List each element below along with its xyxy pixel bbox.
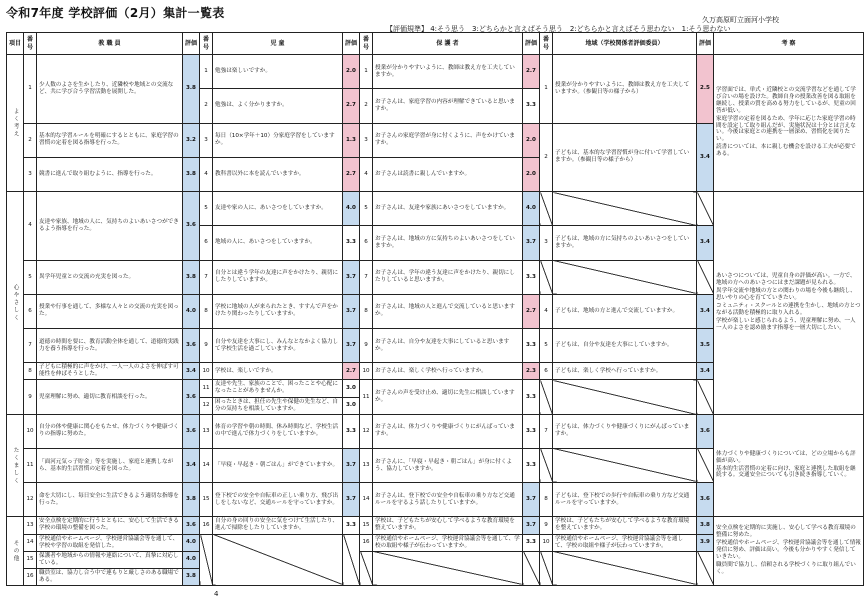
student-item-number: 9 bbox=[200, 329, 213, 363]
staff-item-score: 4.0 bbox=[183, 534, 200, 551]
guardian-item-text: 授業が分かりやすいように、教師は教え方を工夫していますか。 bbox=[373, 55, 523, 89]
guardian-item-text: お子さんは、家庭学習の内容が理解できていると思いますか。 bbox=[373, 89, 523, 123]
community-blank-score bbox=[697, 260, 714, 294]
student-item-score: 3.3 bbox=[343, 517, 360, 534]
student-item-score: 1.3 bbox=[343, 123, 360, 157]
community-blank-number bbox=[540, 192, 553, 226]
community-item-text: 子どもは、地域の方に気持ちのよいあいさつをしていますか。 bbox=[553, 226, 697, 260]
student-item-text: 「早寝・早起き・朝ごはん」ができていますか。 bbox=[213, 448, 343, 482]
student-item-score: 2.7 bbox=[343, 363, 360, 380]
community-item-score: 3.5 bbox=[697, 329, 714, 363]
community-blank-text bbox=[553, 260, 697, 294]
staff-item-score: 4.0 bbox=[183, 294, 200, 328]
student-item-text: 困ったときは、担任の先生や保健の先生など、自分の気持ちを相談していますか。 bbox=[213, 397, 343, 414]
student-item-number: 14 bbox=[200, 448, 213, 482]
table-row bbox=[7, 517, 864, 534]
student-item-score: 3.0 bbox=[343, 380, 360, 397]
col-remarks: 考 察 bbox=[714, 33, 864, 55]
staff-item-number: 11 bbox=[24, 448, 37, 482]
staff-item-score: 3.8 bbox=[183, 157, 200, 191]
remarks-paragraph: 読書については、本に親しむ機会を設ける工夫が必要である。 bbox=[716, 144, 856, 158]
community-item-text: 子どもは、体力づくりや健康づくりにがんばっていますか。 bbox=[553, 414, 697, 448]
student-item-score: 3.7 bbox=[343, 294, 360, 328]
staff-item-text: 安全点検を定期的に行うとともに、安心して生活できる学校の環境の整備を図った。 bbox=[37, 517, 183, 534]
guardian-item-number: 7 bbox=[360, 260, 373, 294]
staff-item-score: 3.4 bbox=[183, 448, 200, 482]
community-blank-score bbox=[697, 448, 714, 482]
staff-item-text: 友達や家族、地域の人に、気持ちのよいあいさつができるよう指導を行った。 bbox=[37, 192, 183, 261]
guardian-item-number: 14 bbox=[360, 483, 373, 517]
community-blank-text bbox=[553, 551, 697, 585]
guardian-item-number: 13 bbox=[360, 448, 373, 482]
staff-item-text: 子どもに積極的に声をかけ、一人一人のよさを伸ばす可能性を伸ばそうとした。 bbox=[37, 363, 183, 380]
guardian-item-number: 8 bbox=[360, 294, 373, 328]
student-item-text: 友達や家の人に、あいさつをしていますか。 bbox=[213, 192, 343, 226]
staff-item-number: 9 bbox=[24, 380, 37, 414]
student-item-number: 15 bbox=[200, 483, 213, 517]
community-item-score: 3.9 bbox=[697, 534, 714, 551]
staff-item-text: 少人数のよさを生かしたり、近隣校や地域との交流など、共に学び合う学習活動を展開した。 bbox=[37, 55, 183, 124]
guardian-item-number: 4 bbox=[360, 157, 373, 191]
page-number: 4 bbox=[214, 590, 219, 598]
guardian-item-number: 16 bbox=[360, 534, 373, 551]
student-blank-number bbox=[200, 534, 213, 586]
guardian-item-score: 2.3 bbox=[523, 363, 540, 380]
category-label: たくましく bbox=[7, 414, 24, 517]
staff-item-text: 異学年児童との交流の充実を図った。 bbox=[37, 260, 183, 294]
guardian-item-text: お子さんは、自分や友達を大事にしていると思いますか。 bbox=[373, 329, 523, 363]
staff-item-number: 15 bbox=[24, 551, 37, 568]
community-item-number: 2 bbox=[540, 123, 553, 192]
staff-item-score: 3.6 bbox=[183, 517, 200, 534]
col-guardian: 保 護 者 bbox=[373, 33, 523, 55]
guardian-item-text: お子さんの家庭学習が身に付くように、声をかけていますか。 bbox=[373, 123, 523, 157]
community-blank-text bbox=[553, 192, 697, 226]
guardian-item-score: 3.7 bbox=[523, 226, 540, 260]
school-name: 久万高原町立面河小学校 bbox=[702, 16, 779, 24]
community-item-text: 子どもは、基本的な学習習慣が身に付いて学習していますか。（参観日等の様子から） bbox=[553, 123, 697, 192]
student-item-number: 11 bbox=[200, 380, 213, 397]
guardian-item-score: 2.7 bbox=[523, 55, 540, 89]
staff-item-number: 12 bbox=[24, 483, 37, 517]
student-item-text: 地域の人に、あいさつをしていますか。 bbox=[213, 226, 343, 260]
student-item-score: 2.7 bbox=[343, 89, 360, 123]
guardian-item-number: 2 bbox=[360, 89, 373, 123]
col-score-community: 評価 bbox=[697, 33, 714, 55]
student-item-score: 3.7 bbox=[343, 483, 360, 517]
community-blank-number bbox=[540, 260, 553, 294]
guardian-item-score: 3.3 bbox=[523, 534, 540, 551]
staff-item-text: 道徳の時間を要に、教育活動全体を通して、道徳的実践力を養う指導を行った。 bbox=[37, 329, 183, 363]
staff-item-score: 4.0 bbox=[183, 551, 200, 568]
student-blank-text bbox=[213, 534, 343, 586]
student-item-text: 友達や先生、家族のことで、困ったことや心配になったことがありませんか。 bbox=[213, 380, 343, 397]
staff-item-score: 3.6 bbox=[183, 414, 200, 448]
guardian-item-text: お子さんは、地域の方に気持ちのよいあいさつをしていますか。 bbox=[373, 226, 523, 260]
col-community: 地域（学校関係者評価委員） bbox=[553, 33, 697, 55]
table-row bbox=[7, 414, 864, 431]
guardian-item-number: 12 bbox=[360, 414, 373, 448]
col-no-community: 番号 bbox=[540, 33, 553, 55]
community-item-number: 7 bbox=[540, 414, 553, 448]
student-item-text: 自分の身の回りの安全に気をつけて生活したり、進んで掃除をしたりしていますか。 bbox=[213, 517, 343, 534]
student-item-number: 12 bbox=[200, 397, 213, 414]
staff-item-text: 学校通信やホームページ、学校運営協議会等を通して、学校や学習の取組を発信した。 bbox=[37, 534, 183, 551]
guardian-item-number: 15 bbox=[360, 517, 373, 534]
table-row bbox=[7, 55, 864, 72]
col-score-guardian: 評価 bbox=[523, 33, 540, 55]
community-item-number: 5 bbox=[540, 329, 553, 363]
guardian-item-text: お子さんは、友達や家族にあいさつをしていますか。 bbox=[373, 192, 523, 226]
guardian-item-score: 3.3 bbox=[523, 260, 540, 294]
student-item-number: 16 bbox=[200, 517, 213, 534]
student-item-text: 体育の学習や朝の時間、休み時間など、学校生活の中で進んで体力づくりをしていますか。 bbox=[213, 414, 343, 448]
category-label: よく考え bbox=[7, 55, 24, 192]
staff-item-number: 3 bbox=[24, 157, 37, 191]
staff-item-score: 3.2 bbox=[183, 123, 200, 157]
student-item-number: 13 bbox=[200, 414, 213, 448]
guardian-item-number: 1 bbox=[360, 55, 373, 89]
student-blank-score bbox=[343, 534, 360, 586]
staff-item-text: 授業や行事を通して、多様な人々との交流の充実を図った。 bbox=[37, 294, 183, 328]
guardian-item-number: 9 bbox=[360, 329, 373, 363]
evaluation-table bbox=[6, 32, 864, 586]
student-item-number: 10 bbox=[200, 363, 213, 380]
remarks-paragraph: 基本的生活習慣の定着に向け、家庭と連携した取組を継続する。交通安全についても引き続き指導していく。 bbox=[716, 465, 856, 479]
col-category: 項目 bbox=[7, 33, 24, 55]
staff-item-number: 2 bbox=[24, 123, 37, 157]
staff-item-text: 職員室は、協力し合う中で連もりと厳しさのある職場である。 bbox=[37, 568, 183, 585]
guardian-item-text: お子さんは、登下校での安全や自転車の乗り方など交通ルールを守るよう話したりしていますか。 bbox=[373, 483, 523, 517]
guardian-item-number: 6 bbox=[360, 226, 373, 260]
staff-item-number: 14 bbox=[24, 534, 37, 551]
staff-item-text: 児童理解に努め、適切に教育相談を行った。 bbox=[37, 380, 183, 414]
remarks-paragraph: 安全点検を定期的に実施し、安心して学べる教育環境の整備に努めた。 bbox=[716, 525, 856, 539]
guardian-item-score: 2.7 bbox=[523, 294, 540, 328]
col-no-staff: 番号 bbox=[24, 33, 37, 55]
student-item-score: 3.7 bbox=[343, 448, 360, 482]
community-blank-score bbox=[697, 380, 714, 414]
remarks-cell bbox=[714, 192, 864, 415]
staff-item-text: 「面河元気っ子貯金」等を実施し、家庭と連携しながら、基本的生活習慣の定着を図った。 bbox=[37, 448, 183, 482]
student-item-score: 3.7 bbox=[343, 260, 360, 294]
community-item-score: 3.4 bbox=[697, 363, 714, 380]
staff-item-score: 3.8 bbox=[183, 483, 200, 517]
staff-item-score: 3.6 bbox=[183, 329, 200, 363]
student-item-number: 4 bbox=[200, 157, 213, 191]
remarks-cell bbox=[714, 517, 864, 586]
remarks-paragraph: あいさつについては、児童自身の評価が高い。一方で、地域の方へのあいさつにはまだ課題が見られる。 bbox=[716, 272, 856, 286]
community-item-text: 子どもは、登下校での歩行や自転車の乗り方など交通ルールを守っていますか。 bbox=[553, 483, 697, 517]
student-item-score: 2.7 bbox=[343, 157, 360, 191]
guardian-item-score: 3.7 bbox=[523, 483, 540, 517]
community-item-text: 子どもは、楽しく学校へ行っていますか。 bbox=[553, 363, 697, 380]
community-item-number: 9 bbox=[540, 517, 553, 534]
remarks-cell bbox=[714, 414, 864, 517]
staff-item-score: 3.8 bbox=[183, 568, 200, 585]
remarks-paragraph: 学校が楽しいと感じられるよう、児童理解に努め、一人一人のよさを認め励ます指導を一層大切にしたい。 bbox=[716, 317, 856, 331]
staff-item-number: 13 bbox=[24, 517, 37, 534]
remarks-paragraph: 職員間で協力し、信頼される学校づくりに取り組んでいく。 bbox=[716, 562, 856, 576]
guardian-item-text: お子さんは、地域の人と進んで交流していると思いますか。 bbox=[373, 294, 523, 328]
community-item-score: 3.4 bbox=[697, 226, 714, 260]
student-item-text: 勉強は楽しいですか。 bbox=[213, 55, 343, 89]
student-item-number: 8 bbox=[200, 294, 213, 328]
guardian-item-text: お子さんの声を受け止め、適切に先生に相談していますか。 bbox=[373, 380, 523, 414]
guardian-item-text: お子さんに、「早寝・早起き・朝ごはん」が身に付くよう、協力していますか。 bbox=[373, 448, 523, 482]
community-item-number: 8 bbox=[540, 483, 553, 517]
staff-item-text: 保護者や地域からの情報や連絡について、真摯に対応している。 bbox=[37, 551, 183, 568]
col-no-student: 番号 bbox=[200, 33, 213, 55]
staff-item-number: 1 bbox=[24, 55, 37, 124]
staff-item-number: 8 bbox=[24, 363, 37, 380]
guardian-item-score: 3.3 bbox=[523, 448, 540, 482]
community-item-text: 子どもは、地域の方と進んで交流していますか。 bbox=[553, 294, 697, 328]
student-item-text: 勉強は、よく分かりますか。 bbox=[213, 89, 343, 123]
header-row bbox=[7, 33, 864, 55]
guardian-item-text: お子さんは、体力づくりや健康づくりにがんばっていますか。 bbox=[373, 414, 523, 448]
staff-item-number: 5 bbox=[24, 260, 37, 294]
student-item-score: 3.3 bbox=[343, 226, 360, 260]
student-item-number: 6 bbox=[200, 226, 213, 260]
guardian-item-text: 学校通信やホームページ、学校運営協議会等を通して、学校の取組や様子が伝わっていますか。 bbox=[373, 534, 523, 551]
guardian-item-text: 学校は、子どもたちが安心して学べるような教育環境を整えていますか。 bbox=[373, 517, 523, 534]
category-label: その他 bbox=[7, 517, 24, 586]
student-item-text: 自分とは違う学年の友達に声をかけたり、親切にしたりしていますか。 bbox=[213, 260, 343, 294]
guardian-item-score: 3.3 bbox=[523, 89, 540, 123]
guardian-item-score: 3.3 bbox=[523, 329, 540, 363]
guardian-blank-number bbox=[360, 551, 373, 585]
table-row bbox=[7, 192, 864, 209]
community-item-text: 学校通信やホームページ、学校運営協議会等を通して、学校の取組や様子が伝わっていますか。 bbox=[553, 534, 697, 551]
student-item-number: 7 bbox=[200, 260, 213, 294]
remarks-paragraph: 体力づくりや健康づくりについては、どの立場からも評価が高い。 bbox=[716, 450, 856, 464]
guardian-item-score: 2.0 bbox=[523, 123, 540, 157]
guardian-blank-score bbox=[523, 551, 540, 585]
staff-item-score: 3.6 bbox=[183, 192, 200, 261]
staff-item-text: 自分の体や健康に関心をもたせ、体力づくりや健康づくりの指導に努めた。 bbox=[37, 414, 183, 448]
community-item-score: 3.6 bbox=[697, 414, 714, 448]
remarks-paragraph: コミュニティ・スクールとの連携を生かし、地域の方とつながる活動を積極的に取り入れる。 bbox=[716, 302, 861, 316]
community-item-number: 1 bbox=[540, 55, 553, 124]
community-item-score: 2.5 bbox=[697, 55, 714, 124]
staff-item-number: 16 bbox=[24, 568, 37, 585]
student-item-score: 3.3 bbox=[343, 414, 360, 448]
student-item-score: 3.0 bbox=[343, 397, 360, 414]
col-score-staff: 評価 bbox=[183, 33, 200, 55]
community-item-score: 3.6 bbox=[697, 483, 714, 517]
staff-item-text: 基本的な学習ルールを明確にするとともに、家庭学習の習慣の定着を図る指導を行った。 bbox=[37, 123, 183, 157]
community-blank-score bbox=[697, 551, 714, 585]
guardian-item-text: お子さんは読書に親しんでいますか。 bbox=[373, 157, 523, 191]
remarks-paragraph: 異学年交流や地域の方との関わりの場を今後も継続し、思いやりの心を育てていきたい。 bbox=[716, 287, 856, 301]
student-item-text: 登下校での安全や自転車の正しい乗り方、飛び出しをしないなど、交通ルールを守っていますか。 bbox=[213, 483, 343, 517]
evaluation-legend: 【評価規準】 4:そう思う 3:どちらかと言えばそう思う 2:どちらかと言えばそう思わない 1:そう思わない bbox=[386, 25, 731, 33]
community-item-number: 3 bbox=[540, 226, 553, 260]
community-blank-number bbox=[540, 551, 553, 585]
guardian-item-score: 2.0 bbox=[523, 157, 540, 191]
guardian-item-score: 3.7 bbox=[523, 517, 540, 534]
guardian-blank-text bbox=[373, 551, 523, 585]
staff-item-number: 10 bbox=[24, 414, 37, 448]
staff-item-score: 3.8 bbox=[183, 260, 200, 294]
guardian-item-score: 3.3 bbox=[523, 414, 540, 448]
community-item-number: 10 bbox=[540, 534, 553, 551]
student-item-text: 学校に地域の人が来られたとき、すすんで声をかけたり関わったりしていますか。 bbox=[213, 294, 343, 328]
student-item-score: 2.0 bbox=[343, 55, 360, 89]
staff-item-number: 7 bbox=[24, 329, 37, 363]
guardian-item-score: 3.3 bbox=[523, 380, 540, 414]
guardian-item-number: 3 bbox=[360, 123, 373, 157]
guardian-item-number: 11 bbox=[360, 380, 373, 414]
remarks-cell bbox=[714, 55, 864, 192]
category-label: 心やさしく bbox=[7, 192, 24, 415]
student-item-number: 2 bbox=[200, 89, 213, 123]
community-item-text: 学校は、子どもたちが安心して学べるような教育環境を整えていますか。 bbox=[553, 517, 697, 534]
page-title: 令和7年度 学校評価（2月）集計一覧表 bbox=[6, 6, 225, 20]
community-blank-number bbox=[540, 448, 553, 482]
staff-item-score: 3.8 bbox=[183, 55, 200, 124]
community-item-score: 3.4 bbox=[697, 294, 714, 328]
community-item-number: 6 bbox=[540, 363, 553, 380]
remarks-paragraph: 学習面では、単式・近隣校との交流学習などを通して学び合いの場を設けた。教師自身の授業改善を図る取組を継続し、授業の質を高める努力をしているが、児童の回答が低い。 bbox=[716, 86, 856, 114]
staff-item-text: 命を大切にし、毎日安全に生活できるよう適切な指導を行った。 bbox=[37, 483, 183, 517]
community-item-text: 子どもは、自分や友達を大事にしていますか。 bbox=[553, 329, 697, 363]
community-blank-text bbox=[553, 448, 697, 482]
staff-item-score: 3.6 bbox=[183, 380, 200, 414]
remarks-paragraph: 家庭学習の定着を図るため、学年に応じた家庭学習の時間を設定して取り組んだが、実施状況は十分とは言えない。今後は家庭との連携を一層深め、習慣化を図りたい。 bbox=[716, 115, 856, 143]
community-blank-score bbox=[697, 192, 714, 226]
col-no-guardian: 番号 bbox=[360, 33, 373, 55]
guardian-item-text: お子さんは、学年の違う友達に声をかけたり、親切にしたりしていると思いますか。 bbox=[373, 260, 523, 294]
student-item-text: 学校は、楽しいですか。 bbox=[213, 363, 343, 380]
community-item-score: 3.4 bbox=[697, 123, 714, 192]
col-student: 児 童 bbox=[213, 33, 343, 55]
student-item-number: 1 bbox=[200, 55, 213, 89]
community-item-score: 3.8 bbox=[697, 517, 714, 534]
community-blank-number bbox=[540, 380, 553, 414]
student-item-text: 毎日（10×学年＋10）分家庭学習をしていますか。 bbox=[213, 123, 343, 157]
student-item-text: 自分や友達を大事にし、みんなとなかよく協力して学校生活を過ごしていますか。 bbox=[213, 329, 343, 363]
student-item-number: 5 bbox=[200, 192, 213, 226]
staff-item-text: 競書に進んで取り組むように、指導を行った。 bbox=[37, 157, 183, 191]
staff-item-number: 6 bbox=[24, 294, 37, 328]
guardian-item-number: 10 bbox=[360, 363, 373, 380]
student-item-text: 教科書以外に本を読んでいますか。 bbox=[213, 157, 343, 191]
col-score-student: 評価 bbox=[343, 33, 360, 55]
community-item-number: 4 bbox=[540, 294, 553, 328]
community-blank-text bbox=[553, 380, 697, 414]
col-staff: 教 職 員 bbox=[37, 33, 183, 55]
staff-item-score: 3.4 bbox=[183, 363, 200, 380]
remarks-paragraph: 学校通信やホームページ、学校運営協議会等を通して情報発信に努め、評価は高い。今後も分かりやすく発信していきたい。 bbox=[716, 540, 861, 561]
guardian-item-number: 5 bbox=[360, 192, 373, 226]
student-item-number: 3 bbox=[200, 123, 213, 157]
staff-item-number: 4 bbox=[24, 192, 37, 261]
guardian-item-text: お子さんは、楽しく学校へ行っていますか。 bbox=[373, 363, 523, 380]
student-item-score: 4.0 bbox=[343, 192, 360, 226]
student-item-score: 3.7 bbox=[343, 329, 360, 363]
community-item-text: 授業が分かりやすいように、教師は教え方を工夫していますか。（参観日等の様子から） bbox=[553, 55, 697, 124]
guardian-item-score: 4.0 bbox=[523, 192, 540, 226]
